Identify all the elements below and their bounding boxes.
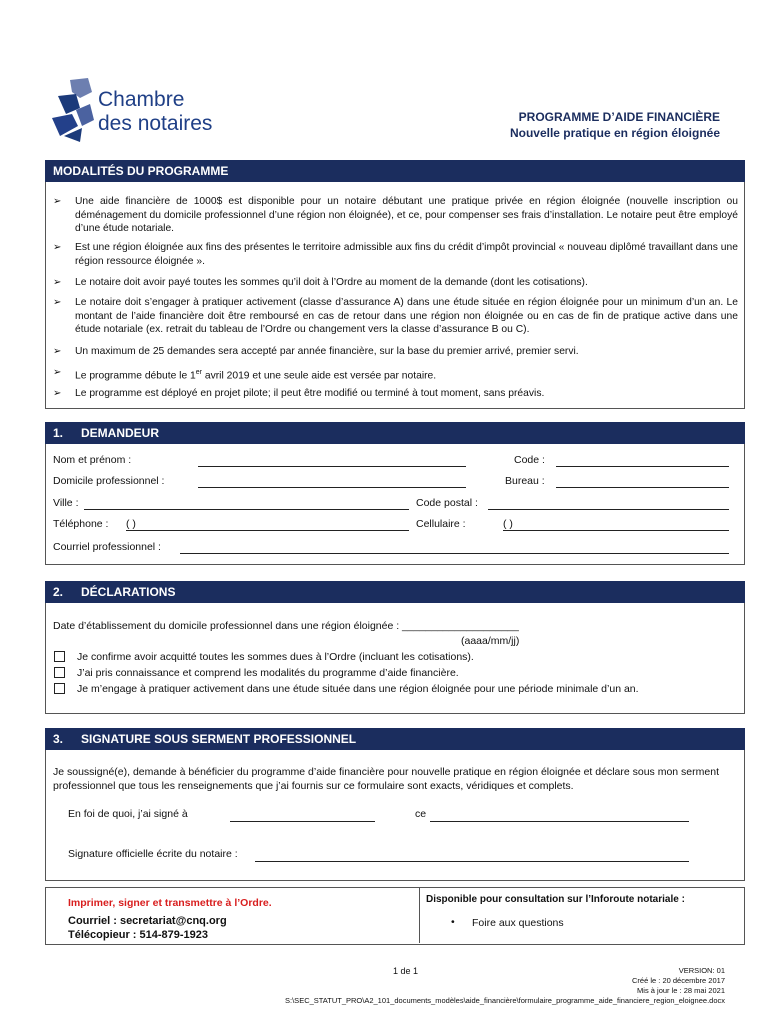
declaration-checkbox[interactable] [54, 667, 65, 678]
code-field[interactable] [556, 466, 729, 467]
courriel-label: Courriel professionnel : [53, 541, 161, 553]
modalites-item: ➢ Le notaire doit avoir payé toutes les sommes qu’il doit à l’Ordre au moment de la demande (dont les cotisations). [53, 277, 588, 288]
signature-header [45, 728, 745, 750]
contact-fax: Télécopieur : 514-879-1923 [68, 929, 209, 941]
date-label[interactable]: Date d’établissement du domicile professionnel dans une région éloignée : ____________________ [53, 620, 519, 632]
bureau-label: Bureau : [505, 475, 545, 487]
dispo-label: Disponible pour consultation sur l’Inforoute notariale : [426, 894, 685, 905]
declarations-title: DÉCLARATIONS [81, 585, 176, 599]
print-note: Imprimer, signer et transmettre à l’Ordre. [68, 897, 272, 909]
bullet-arrow-icon: ➢ [53, 242, 62, 253]
section-number: 3. [53, 732, 64, 746]
code-postal-field[interactable] [488, 509, 729, 510]
lieu-field[interactable] [230, 821, 375, 822]
contact-email[interactable]: Courriel : secretariat@cnq.org [68, 915, 227, 927]
demandeur-header [45, 422, 745, 444]
version-block [285, 966, 725, 1006]
nom-label: Nom et prénom : [53, 454, 132, 466]
declaration-item: Je m’engage à pratiquer activement dans une étude située dans une région éloignée pour une période minimale d’un an. [77, 683, 639, 695]
declarations-header [45, 581, 745, 603]
bureau-field[interactable] [556, 487, 729, 488]
cellulaire-paren: ( ) [503, 518, 513, 530]
ce-label: ce [415, 808, 427, 820]
signature-title: SIGNATURE SOUS SERMENT PROFESSIONNEL [81, 732, 357, 746]
en-foi-label: En foi de quoi, j’ai signé à [68, 808, 188, 820]
chambre-logo-icon [50, 78, 100, 144]
file-path: S:\SEC_STATUT_PRO\A2_101_documents_modèles\aide_financière\formulaire_programme_aide_financiere_region_eloignee.docx [285, 996, 725, 1005]
declaration-checkbox[interactable] [54, 651, 65, 662]
date-format: (aaaa/mm/jj) [461, 635, 520, 647]
modalites-item: ➢ Un maximum de 25 demandes sera accepté par année financière, sur la base du premier arrivé, premier servi. [53, 346, 579, 357]
logo-line1: Chambre [98, 88, 185, 111]
telephone-paren: ( ) [126, 518, 136, 530]
contact-divider [419, 887, 420, 943]
modalites-item: ➢ Une aide financière de 1000$ est disponible pour un notaire débutant une pratique privée en région éloignée (nouvelle inscription ou déménagement du domicile professionnel d’une région non éloignée), et ce, pour compenser ses frais d’installation. Le notaire peut être employé d’une étude notariale. [53, 196, 738, 234]
cellulaire-field[interactable] [503, 530, 729, 531]
bullet-dot-icon: • [451, 916, 455, 928]
code-postal-label: Code postal : [416, 497, 478, 509]
domicile-field[interactable] [198, 487, 466, 488]
telephone-field[interactable] [126, 530, 409, 531]
ville-label: Ville : [53, 497, 79, 509]
version: VERSION: 01 [678, 966, 725, 975]
declaration-item: J’ai pris connaissance et comprend les modalités du programme d’aide financière. [77, 667, 459, 679]
section-number: 1. [53, 426, 64, 440]
demandeur-title: DEMANDEUR [81, 426, 159, 440]
date-signature-field[interactable] [430, 821, 689, 822]
page-number: 1 de 1 [393, 966, 419, 976]
signature-text: Je soussigné(e), demande à bénéficier du programme d’aide financière pour nouvelle pratique en région éloignée et déclare sous mon serment professionnel que tous les renseignements que j’ai fournis sur ce formulaire sont exacts, véridiques et complets. [53, 766, 719, 792]
telephone-label: Téléphone : [53, 518, 109, 530]
program-subtitle: Nouvelle pratique en région éloignée [509, 126, 720, 140]
modalites-header [45, 160, 745, 182]
signature-field[interactable] [255, 861, 689, 862]
signature-label: Signature officielle écrite du notaire : [68, 848, 238, 860]
bullet-arrow-icon: ➢ [53, 388, 62, 399]
modalites-item: ➢ Le notaire doit s’engager à pratiquer activement (classe d’assurance A) dans une étude située en région éloignée pour un minimum d’un an. Le montant de l’aide financière doit être remboursé en cas de retour dans une région non éloignée ou en cas de fin de pratique active dans une étude notariale (ex. retrait du tableau de l’Ordre ou changement vers la classe d’assurance B ou C). [53, 297, 738, 335]
modalites-title: MODALITÉS DU PROGRAMME [53, 164, 229, 178]
bullet-arrow-icon: ➢ [53, 297, 62, 308]
domicile-label: Domicile professionnel : [53, 475, 165, 487]
bullet-arrow-icon: ➢ [53, 346, 62, 357]
updated-date: Mis à jour le : 28 mai 2021 [637, 986, 725, 995]
modalites-item: ➢ Le programme débute le 1er avril 2019 et une seule aide est versée par notaire. [53, 367, 437, 382]
bullet-arrow-icon: ➢ [53, 277, 62, 288]
created-date: Créé le : 20 décembre 2017 [632, 976, 725, 985]
code-label: Code : [514, 454, 545, 466]
program-title: PROGRAMME D’AIDE FINANCIÈRE [518, 110, 720, 124]
modalites-item: ➢ Le programme est déployé en projet pilote; il peut être modifié ou terminé à tout moment, sans préavis. [53, 388, 545, 399]
declaration-item: Je confirme avoir acquitté toutes les sommes dues à l’Ordre (incluant les cotisations). [77, 651, 474, 663]
ville-field[interactable] [84, 509, 409, 510]
cellulaire-label: Cellulaire : [416, 518, 466, 530]
courriel-field[interactable] [180, 553, 729, 554]
bullet-arrow-icon: ➢ [53, 196, 62, 207]
logo-line2: des notaires [98, 112, 213, 135]
bullet-arrow-icon: ➢ [53, 367, 62, 378]
nom-field[interactable] [198, 466, 466, 467]
declaration-checkbox[interactable] [54, 683, 65, 694]
faq-link[interactable]: Foire aux questions [472, 917, 564, 929]
modalites-item: ➢ Est une région éloignée aux fins des présentes le territoire admissible aux fins du crédit d’impôt provincial « nouveau diplômé travaillant dans une région ressource éloignée ». [53, 242, 738, 267]
section-number: 2. [53, 585, 64, 599]
logo [50, 78, 220, 148]
